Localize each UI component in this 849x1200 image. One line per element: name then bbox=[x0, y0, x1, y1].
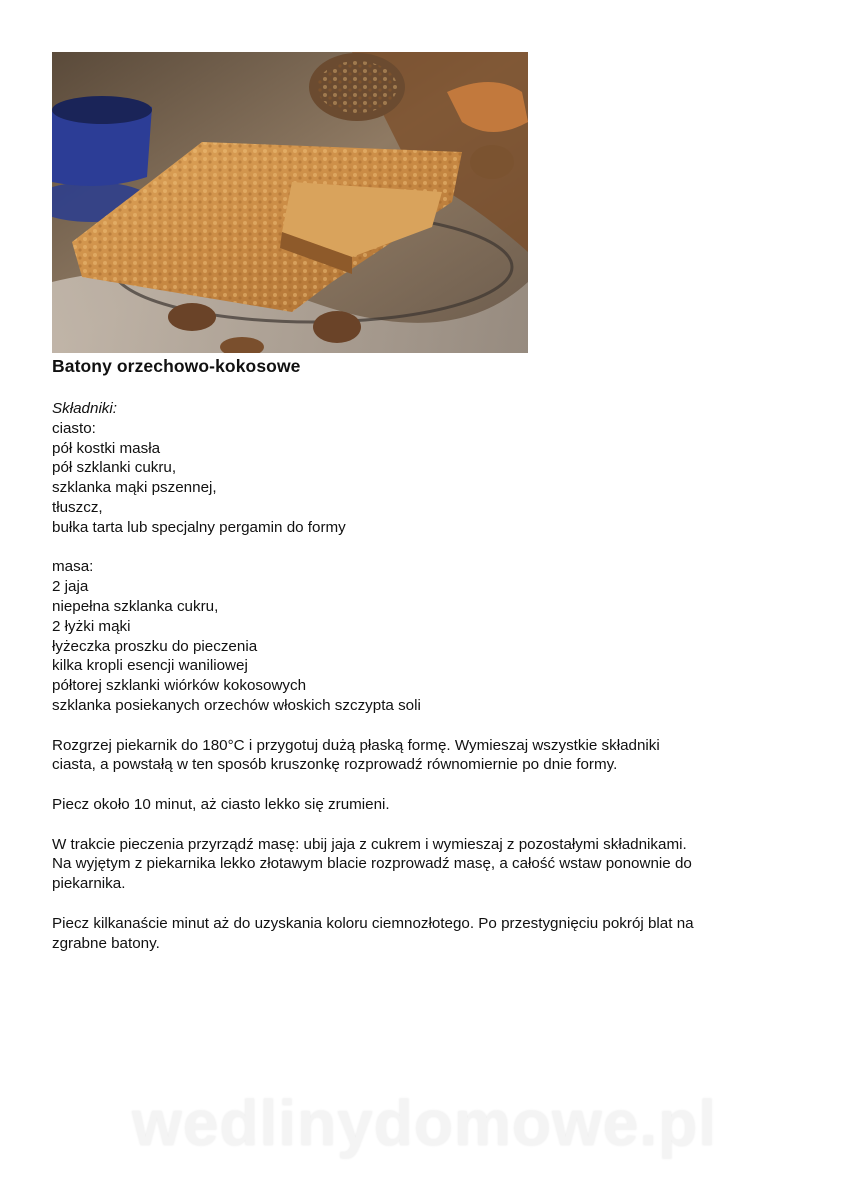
recipe-title: Batony orzechowo-kokosowe bbox=[52, 356, 301, 376]
step-line: Piecz kilkanaście minut aż do uzyskania koloru ciemnozłotego. Po przestygnięciu pokrój blat na bbox=[52, 914, 694, 932]
step-line: piekarnika. bbox=[52, 875, 126, 893]
ingredient-item: szklanka posiekanych orzechów włoskich szczypta soli bbox=[52, 696, 421, 714]
ingredient-item: niepełna szklanka cukru, bbox=[52, 597, 219, 615]
spacer bbox=[52, 775, 812, 795]
spacer bbox=[52, 538, 812, 558]
ingredient-item: pół kostki masła bbox=[52, 439, 161, 457]
step-line: W trakcie pieczenia przyrządź masę: ubij jaja z cukrem i wymieszaj z pozostałymi składnikami. bbox=[52, 835, 687, 853]
step-line: Rozgrzej piekarnik do 180°C i przygotuj dużą płaską formę. Wymieszaj wszystkie składniki bbox=[52, 736, 660, 754]
ingredient-item: łyżeczka proszku do pieczenia bbox=[52, 637, 258, 655]
dough-heading: ciasto: bbox=[52, 419, 96, 437]
step-line: Na wyjętym z piekarnika lekko złotawym blacie rozprowadź masę, a całość wstaw ponownie do bbox=[52, 855, 692, 873]
filling-heading: masa: bbox=[52, 558, 94, 576]
ingredient-item: 2 jaja bbox=[52, 578, 89, 596]
recipe-photo-illustration bbox=[52, 52, 528, 353]
ingredient-item: bułka tarta lub specjalny pergamin do formy bbox=[52, 518, 346, 536]
step-line: Piecz około 10 minut, aż ciasto lekko się zrumieni. bbox=[52, 795, 390, 813]
watermark: wedlinydomowe.pl bbox=[132, 1087, 717, 1159]
recipe-photo bbox=[52, 52, 528, 353]
step-line: ciasta, a powstałą w ten sposób kruszonkę rozprowadź równomiernie po dnie formy. bbox=[52, 756, 618, 774]
ingredient-item: pół szklanki cukru, bbox=[52, 459, 177, 477]
step-line: zgrabne batony. bbox=[52, 934, 160, 952]
ingredient-item: półtorej szklanki wiórków kokosowych bbox=[52, 677, 307, 695]
ingredient-item: 2 łyżki mąki bbox=[52, 617, 131, 635]
ingredients-heading: Składniki: bbox=[52, 400, 117, 417]
spacer bbox=[52, 815, 812, 835]
ingredient-item: szklanka mąki pszennej, bbox=[52, 479, 217, 497]
spacer bbox=[52, 894, 812, 914]
spacer bbox=[52, 716, 812, 736]
ingredient-item: kilka kropli esencji waniliowej bbox=[52, 657, 248, 675]
ingredient-item: tłuszcz, bbox=[52, 498, 103, 516]
recipe-body bbox=[52, 399, 812, 953]
